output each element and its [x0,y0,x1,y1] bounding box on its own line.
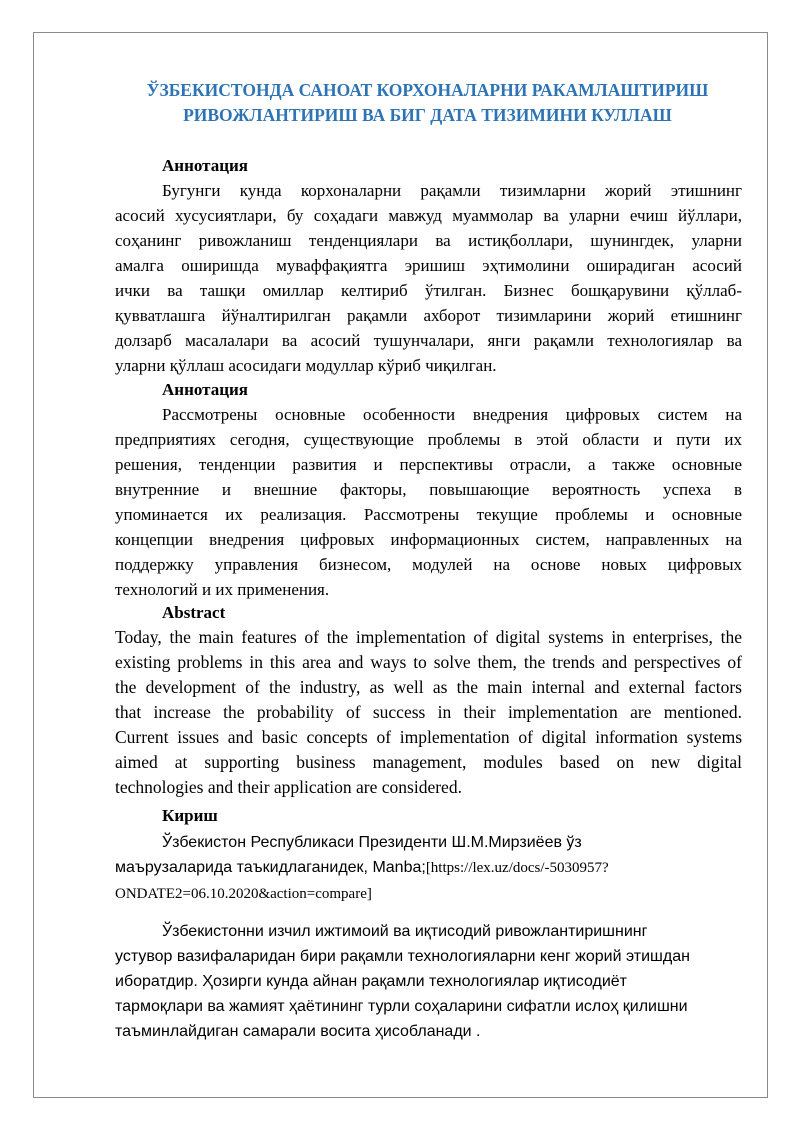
uz-annotation-line: ички ва ташқи омиллар келтириб ўтилган. Бизнес бошқарувини қўллаб- [115,281,742,300]
intro-p1-line: Ўзбекистон Республикаси Президенти Ш.М.Мирзиёев ўз [162,834,582,851]
introduction-heading: Кириш [162,806,218,825]
intro-p2-line: таъминлайдиган самарали восита ҳисобланади . [115,1023,481,1040]
intro-p2-line: устувор вазифаларидан бири рақамли технологияларни кенг жорий этишдан [115,948,690,965]
uz-annotation-line: уларни қўллаш асосидаги модуллар кўриб чиқилган. [115,356,497,375]
ru-annotation-line: концепции внедрения цифровых информационных систем, направленных на [115,530,742,549]
ru-annotation-line: технологий и их применения. [115,580,330,599]
introduction [115,804,742,1044]
uz-annotation-line: қувватлашга йўналтирилган рақамли ахборот тизимларини жорий етишнинг [115,306,742,325]
en-abstract-heading: Abstract [162,603,226,622]
uz-annotation-line: амалга оширишда муваффақиятга эришиш эҳтимолини оширадиган асосий [115,256,742,275]
intro-p1-line [115,855,742,881]
intro-p2-line: Ўзбекистонни изчил ижтимоий ва иқтисодий ривожлантиришнинг [162,923,648,940]
en-abstract-line: the development of the industry, as well as the main internal and external factors [115,677,742,697]
title-line-1: ЎЗБЕКИСТОНДА САНОАТ КОРХОНАЛАРНИ РАКАМЛАШТИРИШ [146,80,709,100]
en-abstract-line: that increase the probability of success in their implementation are mentioned. [115,702,742,722]
en-abstract-line: Today, the main features of the implementation of digital systems in enterprises, the [115,627,742,647]
ru-annotation-line: Рассмотрены основные особенности внедрения цифровых систем на [162,405,742,424]
ru-annotation-line: упоминается их реализация. Рассмотрены текущие проблемы и основные [115,505,742,524]
intro-paragraph-1 [115,830,742,907]
intro-p1-text: маърузаларида таъкидлаганидек, Manba; [115,859,426,876]
intro-p2-line: тармоқлари ва жамият ҳаётининг турли соҳаларини сифатли ислоҳ қилишни [115,998,688,1015]
en-abstract-line: aimed at supporting business management, modules based on new digital [115,752,742,772]
ru-annotation-line: поддержку управления бизнесом, модулей на основе новых цифровых [115,555,742,574]
uz-annotation-heading: Аннотация [162,156,248,175]
uz-annotation [115,154,742,378]
intro-p2-line: иборатдир. Ҳозирги кунда айнан рақамли технологиялар иқтисодиёт [115,973,627,990]
uz-annotation-line: долзарб масалалари ва асосий тушунчалари, янги рақамли технологиялар ва [115,331,742,350]
source-link-cont[interactable]: ONDATE2=06.10.2020&action=compare] [115,886,372,902]
ru-annotation-line: предприятиях сегодня, существующие проблемы в этой области и пути их [115,430,742,449]
ru-annotation-line: решения, тенденции развития и перспективы отрасли, а также основные [115,455,742,474]
ru-annotation-heading: Аннотация [162,380,248,399]
title-line-2: РИВОЖЛАНТИРИШ ВА БИГ ДАТА ТИЗИМИНИ КУЛЛАШ [183,105,672,125]
intro-paragraph-2 [115,919,742,1044]
uz-annotation-line: асосий хусусиятлари, бу соҳадаги мавжуд муаммолар ва уларни ечиш йўллари, [115,206,742,225]
intro-p1-line [115,881,742,907]
uz-annotation-line: Бугунги кунда корхоналарни рақамли тизимларни жорий этишнинг [162,181,742,200]
source-link[interactable]: [https://lex.uz/docs/-5030957? [425,860,609,876]
paper-title [115,78,740,128]
en-abstract [115,601,742,800]
ru-annotation-line: внутренние и внешние факторы, повышающие вероятность успеха в [115,480,742,499]
uz-annotation-line: соҳанинг ривожланиш тенденциялари ва истиқболлари, шунингдек, уларни [115,231,742,250]
en-abstract-line: existing problems in this area and ways to solve them, the trends and perspectives of [115,652,742,672]
ru-annotation [115,378,742,602]
en-abstract-line: Current issues and basic concepts of implementation of digital information systems [115,727,742,747]
en-abstract-line: technologies and their application are considered. [115,777,462,797]
